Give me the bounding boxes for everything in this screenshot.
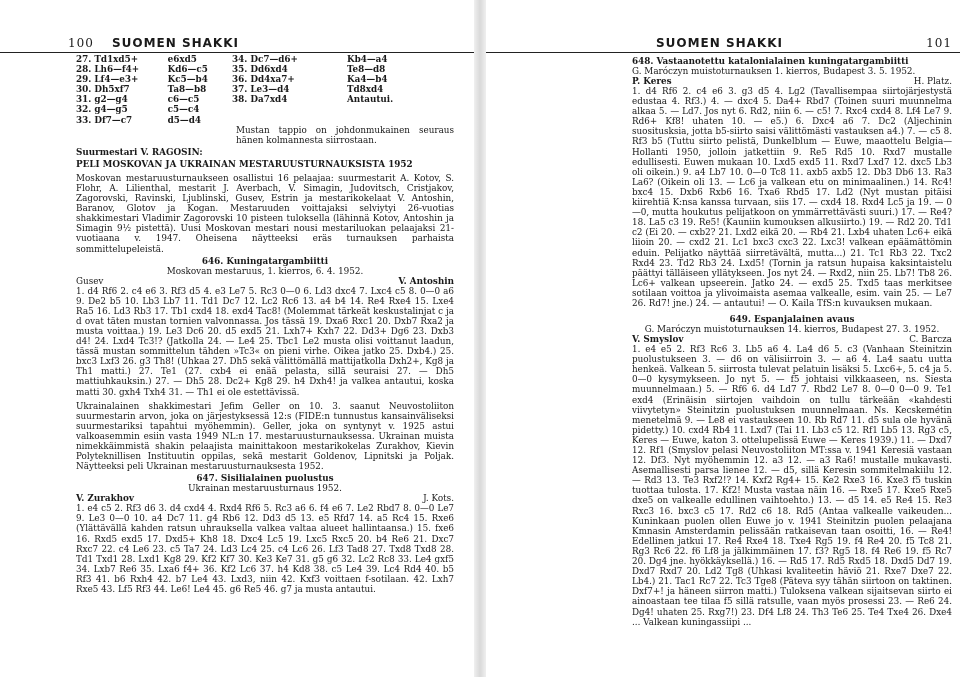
moves-col-1	[76, 55, 162, 126]
move: Kd6—c5	[167, 65, 208, 76]
game-647-title: 647. Sisilialainen puolustus	[196, 474, 334, 485]
left-column	[76, 55, 454, 595]
black-player: H. Platz.	[913, 77, 952, 87]
white-player: P. Keres	[632, 77, 672, 87]
move: 38. Da7xd4	[232, 95, 288, 106]
move: Te8—d8	[346, 65, 386, 76]
move: Ka4—b4	[346, 75, 388, 86]
move: 32. g4—g5	[76, 105, 128, 116]
left-page	[0, 0, 474, 677]
black-player: V. Antoshin	[398, 276, 454, 287]
moves-col-4	[347, 55, 454, 126]
move: 34. Dc7—d6+	[232, 55, 298, 65]
game-649-moves: 1. e4 e5 2. Rf3 Rc6 3. Lb5 a6 4. La4 d6 5. c3 (Vanhaan Steinitzin puolustukseen 3. — d6 on välisiirroin 3. — a6 4. La4 saatu uutta henkeä. Valkean 5. siirrosta tulevat pelatuin lisäksi 5. Lxc6+, 5. c4 ja 5. 0—0 kysymykseen. Jo nyt 5. — f5 johtaisi vilkkaaseen, ns. Siesta muunnelmaan.) 5. — Rf6 6. d4 Ld7 7. Rbd2 Le7 8. 0—0 0—0 9. Te1 exd4 (Erinäisin siirtojen vaihdoin on tullu tärkeään «kahdesti viivytetyn» Steinitzin puolustuksen muunnelmaan. Ns. Kecskemétin menetelmä 9. — Le8 ei vastaukseen 10. Rb Rd7 11. d5 sula ole hyvänä pidetty.) 10. cxd4 Rb4 11. Lxd7 (Tai 11. Lb3 c5 12. Rf1 Lb5 13. Rg3 c5, Keres — Euwe, katon 3. ottelupelissä Euwe — Keres 1939.) 11. — Dxd7 12. Rf1 (Smyslov pelasi Neuvostoliiton MT:ssa v. 1941 Keresiä vastaan 12. Df3. Nyt myöhemmin 12. a3 12. — a3 Ra6! mustalle mukavasti. Asemallisesti parsa lienee 12. — d5, sillä Keresin sommitelmakiilu 12. — Rd3 13. Te3 Rxf2!? 14. Kxf2 Rg4+ 15. Ke2 Rxe3 16. Kxe3 f5 tuskin tuottaa tulosta. 17. Kf2! Musta vastaa näin 16. — Rxe5 17. Kxe5 Rxe5 dxe5 on valkealle edullinen vaihtoehto.) 13. — d5 14. e5 Re4 15. Re3 Rxc3 16. bxc3 c5 17. Rd2 c6 18. Rd5 (Antaa valkealle vaikeuden... Kuninkaan puolen ollen Euwe jo v. 1941 Steinitzin puolen pelaajana Kmnasin Amsterdamin pelissään ratkaisevan taan osoitti, 16. — Re4! Edellinen jatkui 17. Re4 Rxe4 18. Txe4 Rg5 19. f4 Re4 20. f5 Tc8 21. Rg3 Rc6 22. f6 Lf8 ja jälkimmäinen 17. f3? Rg5 18. f4 Re6 19. f5 Rc7 20. Dg4 jne. hyökkäyksellä.) 16. — Rd5 17. Rd5 Rxd5 18. Dxd5 Dd7 19. Dxd7 Rxd7 20. Ld2 Tg8 (Uhkasi kvaliteetin häviö 21. Rxe7 Dxe7 22. Lb4.) 21. Tac1 Rc7 22. Tc3 Tge8 (Päteva syy tähän siirtoon on taktinen. Dxf7+! ja häneen siirron matti.) Tuloksena valkean sijaitsevan siirto ei ainoastaan tee tilaa f5 sillä ratsulle, vaan myös prosessi 23. — Re6 24. Dg4! uhaten 25. Rxg7!) 23. Df4 Lf8 24. Th3 Te6 25. Te4 Txe4 26. Dxe4 ... Valkean kuningassiipi ...	[632, 345, 953, 628]
white-player: V. Zurakhov	[76, 494, 135, 505]
page-header-right	[486, 36, 960, 53]
black-player: C. Barcza	[909, 335, 952, 346]
game-647-moves: 1. e4 c5 2. Rf3 d6 3. d4 cxd4 4. Rxd4 Rf6 5. Rc3 a6 6. f4 e6 7. Le2 Rbd7 8. 0—0 Le7 9. Le3 0—0 10. a4 Dc7 11. g4 Rb6 12. Dd3 d5 13. e5 Rfd7 14. a5 Rc4 15. Rxe6 (Ylättävällä kahden ratsun uhrauksella valkea valtaa alueet hallintaansa.) 15. fxe6 16. Rxd5 exd5 17. Dxd5+ Kh8 18. Dxc4 Lc5 19. Lxc5 Rxc5 20. b4 Re6 21. Dxc7 Rxc7 22. c4 Le6 23. c5 Ta7 24. Ld3 Lc4 25. c4 Lc6 26. Lf3 Tad8 27. Txd8 Txd8 28. Td1 Txd1 28. Lxd1 Kg8 29. Kf2 Kf7 30. Ke3 Ke7 31. g5 g6 32. Lc2 Rc8 33. Le4 gxf5 34. Lxb7 Re6 35. Lxa6 f4+ 36. Kf2 Lc6 37. h4 Kd8 38. c5 Le4 39. Lc4 Rd4 40. b5 Rf3 41. b6 Rxh4 42. b7 Le4 43. Lxd3, niin 42. Kxf3 voittaen f-sotilaan. 42. Lxh7 Rxe5 43. Lf5 Rf3 44. Le6! Le4 45. g6 Re5 46. g7 ja musta antautui.	[76, 504, 454, 596]
game-649-subtitle: G. Maróczyn muistoturnauksen 14. kierros, Budapest 27. 3. 1952.	[644, 325, 940, 336]
page-number-left: 100	[68, 36, 94, 50]
move: Kb4—a4	[346, 55, 388, 65]
move: Ta8—b8	[167, 85, 207, 96]
game-648-players	[632, 77, 952, 87]
right-page	[486, 0, 960, 677]
right-column	[632, 55, 952, 628]
game-646-subtitle: Moskovan mestaruus, 1. kierros, 6. 4. 1952.	[166, 266, 364, 277]
move: 29. Lf4—e3+	[76, 75, 139, 86]
annotator-name: Suurmestari V. RAGOSIN:	[76, 147, 203, 158]
moves-col-2	[168, 55, 226, 126]
game-646-moves: 1. d4 Rf6 2. c4 e6 3. Rf3 d5 4. e3 Le7 5. Rc3 0—0 6. Ld3 dxc4 7. Lxc4 c5 8. 0—0 a6 9. De2 b5 10. Lb3 Lb7 11. Td1 Dc7 12. Lc2 Rc6 13. a4 b4 14. Re4 Rxe4 15. Lxe4 Ra5 16. Ld3 Rb3 17. Tb1 cxd4 18. exd4 Tac8! (Molemmat tärkeät keskustalinjat c ja d ovat täten mustan tornien valvonnassa. Jos tässä 19. Dxa6 Rxc1 20. Dxb7 Rxa2 ja musta voittaa.) 19. Le3 Dc6 20. d5 exd5 21. Lxh7+ Kxh7 22. Dd3+ Dg6 23. Dxb3 d4! 24. Lxd4 Tc3!? (Jatkolla 24. — Le4 25. Tbc1 Le2 musta olisi voittanut laadun, tässä mustan sommittelun tähden »Tc3« on pieni virhe. Oikea jatko 25. Dxb4.) 25. bxc3 Lxf3 26. g3 Th8! (Uhkaa 27. Dh5 sekä välittömällä mattijatkolla Dxh2+, Kg8 ja Th1 matti.) 27. Te1 (27. cxb4 ei enää pelasta, sillä seuraisi 27. — Dh5 mattiuhkauksin.) 27. — Dh5 28. Dc2+ Kg8 29. h4 Dxh4! ja valkea antautui, koska matti 30. gxh4 Txh4 31. — Th1 ei ole estettävissä.	[76, 286, 454, 398]
ukraine-paragraph: Ukrainalainen shakkimestari Jefim Geller on 10. 3. saanut Neuvostoliiton suurmestarin arvon, joka on järjestyksessä 12:s (FIDE:n tunnustus kansainväliseksi suurmestariksi tapahtui myöhemmin). Geller, joka on syntynyt v. 1925 astui valkoasemmin esiin vasta 1949 NL:n 17. mestaruusturnauksessa. Ukrainan muista nimekkäimmistä shakin pelaajista mainittakoon mestarikokelas Zurakhov, Kievin Polyteknillisen Instituutin oppilas, sekä mestarit Goldenov, Lipnitski ja Poljak. Näytteeksi peli Ukrainan mestaruusturnauksesta 1952.	[76, 401, 454, 473]
move: Td8xd4	[346, 85, 384, 96]
game-649-players	[632, 335, 952, 345]
running-title-right: SUOMEN SHAKKI	[656, 36, 783, 50]
move: c6—c5	[167, 95, 200, 106]
move: 28. Lh6—f4+	[76, 65, 140, 76]
game-conclusion-note: Mustan tappio on johdonmukainen seuraus hänen kolmannesta siirrostaan.	[236, 125, 454, 146]
move: c5—c4	[167, 105, 200, 116]
move: 35. Dd6xd4	[232, 65, 288, 76]
move: 27. Td1xd5+	[76, 55, 139, 65]
game-648-subtitle: G. Maróczyn muistoturnauksen 1. kierros, Budapest 3. 5. 1952.	[632, 67, 916, 77]
page-header-left	[0, 36, 474, 53]
game-648-title: 648. Vastaanotettu katalonialainen kuningatargambiitti	[632, 57, 909, 67]
book-gutter	[474, 0, 486, 677]
game-647-subtitle: Ukrainan mestaruusturnaus 1952.	[188, 484, 342, 495]
move: 31. g2—g4	[76, 95, 128, 106]
running-title-left: SUOMEN SHAKKI	[112, 36, 239, 50]
game-649-title: 649. Espanjalainen avaus	[729, 315, 855, 326]
game-648-moves: 1. d4 Rf6 2. c4 e6 3. g3 d5 4. Lg2 (Tavallisempaa siirtojärjestystä edustaa 4. Rf3.) 4. — dxc4 5. Da4+ Rbd7 (Toinen suuri muunnelma alkaa 5. — Ld7. Jos nyt 6. Rd2, niin 6. — c5! 7. Rxc4 cxd4 8. Lf4 Le7 9. Rd6+ Kf8! uhaten 10. — e5.) 6. Dxc4 a6 7. Dc2 (Aljechinin suositusksia, jotta b5-siirto saisi välittömästi vastauksen a4.) 7. — c5 8. Rf3 b5 (Tuttu siirto pelistä, Dunkelblum — Euwe, maaottelu Belgia—Hollanti 1950, jolloin jatkettiin 9. Re5 Rd5 10. Rxd7 mustalle edullisesti. Euwen mukaan 10. Lxd5 exd5 11. Rxd7 Lxd7 12. dxc5 Lb3 oli oikein.) 9. a4 Lb7 10. 0—0 Tc8 11. axb5 axb5 12. Db3 Db6 13. Ra3 La6? (Oikein oli 13. — Lc6 ja valkean etu on minimaalinen.) 14. Rc4! bxc4 15. Dxb6 Rxb6 16. Txa6 Rbd5 17. Ld2 (Nyt mustan pitäisi kiirehtiä K:nsa kanssa turvaan, siis 17. — cxd4 18. Rxd4 Lc5 ja 19. — 0—0, mutta houkutus pelijatkoon on ymmärrettävästi suuri.) 17. — Re4? 18. La5 c3 19. Re5! (Kauniin kumouksen alkusiirto.) 19. — Rd2 20. Td1 c2 (Ei 20. — cxb2? 21. Lxd2 eikä 20. — Rb4 21. Lxb4 uhaten Lc6+ eikä liioin 20. — cxd2 21. Lc1 bxc3 cxc3 22. Lxc3! valkean epäämättömin eduin. Pelijatko näyttää siirretävältä, mutta...) 21. Tc1 Rb3 22. Txc2 Rxd4 23. Td2 Rb3 24. Lxd5! (Tornin ja ratsun hupaisa kaksintaistelu päättyi tälläiseen yllätykseen. Jos nyt 24. — Rxd2, niin 25. Lb7! Tb8 26. Lc6+ valkean upseerein. Jatko 24. — exd5 25. Txd5 taas merkitsee sotilaan voittoa ja ylivoimaista asemaa valkealle, esim. vain 25. — Le7 26. Rd7! jne.) 24. — antautui! — O. Kaila TfS:n kuvauksen mukaan.	[632, 87, 952, 309]
move: e6xd5	[167, 55, 197, 65]
white-player: Gusev	[76, 276, 104, 287]
game-646-players	[76, 277, 454, 287]
game-646-title: 646. Kuningatargambiitti	[201, 256, 329, 267]
opening-moves	[76, 55, 454, 126]
move: d5—d4	[167, 115, 201, 126]
moscow-intro-paragraph: Moskovan mestaruusturnaukseen osallistui 16 pelaajaa: suurmestarit A. Kotov, S. Flohr, A. Lilienthal, mestarit J. Averbach, V. Simagin, Judovitsch, Cristjakov, Zagorovski, Ravinski, Ljublinski, Gusev, Estrin ja mestarikokelaat V. Antoshin, Baranov, Glotov ja Kogan. Mestaruuden voittajaksi selviytyi 26-vuotias shakkimestari Vladimir Zagorovski 10 pisteen tuloksella (lähinnä Kotov, Antoshin ja Simagin 9½ pistettä). Uusi Moskovan mestari nousi mestariluokan pelaajaksi 21-vuotiaana v. 1947. Oheisena näytteeksi eräs turnauksen parhaista sommittelupeleistä.	[76, 173, 454, 255]
page-number-right: 101	[926, 36, 952, 50]
move: 36. Dd4xa7+	[232, 75, 295, 86]
move: 33. Df7—c7	[76, 115, 133, 126]
section-title: PELI MOSKOVAN JA UKRAINAN MESTARUUSTURNAUKSISTA 1952	[76, 159, 413, 170]
move: Kc5—b4	[167, 75, 208, 86]
move: 37. Le3—d4	[232, 85, 290, 96]
black-player: J. Kots.	[423, 494, 454, 505]
move: Antautui.	[346, 95, 394, 106]
moves-col-3	[232, 55, 341, 126]
move: 30. Dh5xf7	[76, 85, 130, 96]
game-647-players	[76, 494, 454, 504]
white-player: V. Smyslov	[632, 335, 684, 346]
